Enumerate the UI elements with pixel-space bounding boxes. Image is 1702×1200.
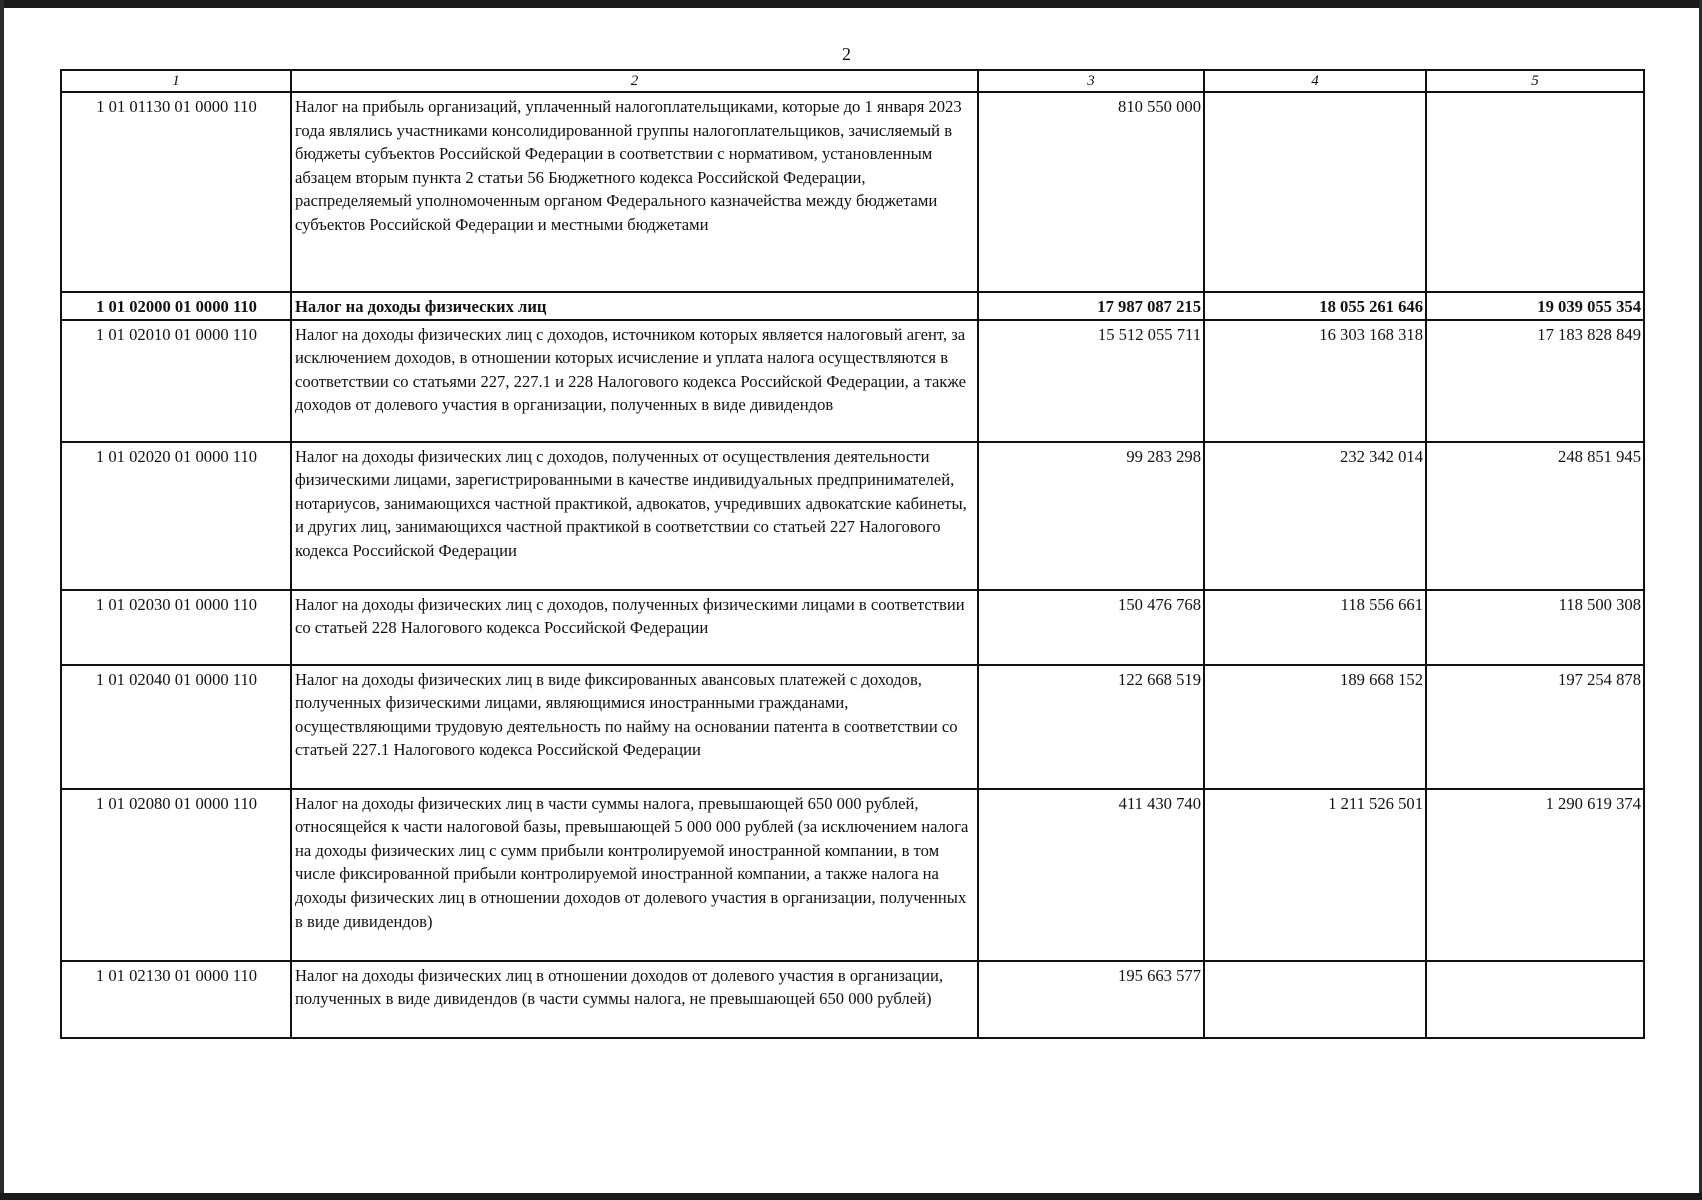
table-row bbox=[61, 961, 1644, 1038]
column-number-1: 1 bbox=[61, 70, 291, 92]
amount-col5: 197 254 878 bbox=[1426, 665, 1644, 789]
column-number-3: 3 bbox=[978, 70, 1204, 92]
amount-col5: 17 183 828 849 bbox=[1426, 320, 1644, 442]
amount-col3: 122 668 519 bbox=[978, 665, 1204, 789]
amount-col5: 1 290 619 374 bbox=[1426, 789, 1644, 961]
page-number: 2 bbox=[842, 44, 851, 64]
amount-col4: 118 556 661 bbox=[1204, 590, 1426, 665]
table-row bbox=[61, 665, 1644, 789]
amount-col4: 1 211 526 501 bbox=[1204, 789, 1426, 961]
amount-col4: 16 303 168 318 bbox=[1204, 320, 1426, 442]
amount-col4: 189 668 152 bbox=[1204, 665, 1426, 789]
revenue-name: Налог на доходы физических лиц bbox=[291, 292, 978, 320]
budget-code: 1 01 02030 01 0000 110 bbox=[61, 590, 291, 665]
amount-col3: 15 512 055 711 bbox=[978, 320, 1204, 442]
amount-col5 bbox=[1426, 961, 1644, 1038]
amount-col5 bbox=[1426, 92, 1644, 292]
budget-code: 1 01 02080 01 0000 110 bbox=[61, 789, 291, 961]
amount-col3: 810 550 000 bbox=[978, 92, 1204, 292]
column-number-row bbox=[61, 70, 1644, 92]
column-number-4: 4 bbox=[1204, 70, 1426, 92]
amount-col5: 248 851 945 bbox=[1426, 442, 1644, 590]
scan-border-left bbox=[0, 0, 4, 1200]
revenue-name: Налог на доходы физических лиц с доходов, полученных от осуществления деятельности физическими лицами, зарегистрированными в качестве индивидуальных предпринимателей, нотариусов, занимающихся частной практикой, адвокатов, учредивших адвокатские кабинеты, и других лиц, занимающихся частной практикой в соответствии со статьей 227 Налогового кодекса Российской Федерации bbox=[291, 442, 978, 590]
budget-code: 1 01 01130 01 0000 110 bbox=[61, 92, 291, 292]
budget-code: 1 01 02020 01 0000 110 bbox=[61, 442, 291, 590]
table-row bbox=[61, 92, 1644, 292]
budget-code: 1 01 02000 01 0000 110 bbox=[61, 292, 291, 320]
amount-col4: 232 342 014 bbox=[1204, 442, 1426, 590]
amount-col3: 195 663 577 bbox=[978, 961, 1204, 1038]
revenue-name: Налог на доходы физических лиц с доходов, полученных физическими лицами в соответствии со статьей 228 Налогового кодекса Российской Федерации bbox=[291, 590, 978, 665]
revenue-name: Налог на доходы физических лиц с доходов, источником которых является налоговый агент, за исключением доходов, в отношении которых исчисление и уплата налога осуществляются в соответствии со статьями 227, 227.1 и 228 Налогового кодекса Российской Федерации, а также доходов от долевого участия в организации, полученных в виде дивидендов bbox=[291, 320, 978, 442]
budget-code: 1 01 02040 01 0000 110 bbox=[61, 665, 291, 789]
budget-code: 1 01 02130 01 0000 110 bbox=[61, 961, 291, 1038]
amount-col5: 118 500 308 bbox=[1426, 590, 1644, 665]
table-row bbox=[61, 590, 1644, 665]
table-row bbox=[61, 442, 1644, 590]
budget-code: 1 01 02010 01 0000 110 bbox=[61, 320, 291, 442]
column-number-5: 5 bbox=[1426, 70, 1644, 92]
amount-col4: 18 055 261 646 bbox=[1204, 292, 1426, 320]
amount-col3: 411 430 740 bbox=[978, 789, 1204, 961]
amount-col3: 99 283 298 bbox=[978, 442, 1204, 590]
table-row bbox=[61, 320, 1644, 442]
amount-col3: 17 987 087 215 bbox=[978, 292, 1204, 320]
amount-col4 bbox=[1204, 961, 1426, 1038]
column-number-2: 2 bbox=[291, 70, 978, 92]
amount-col5: 19 039 055 354 bbox=[1426, 292, 1644, 320]
revenue-name: Налог на доходы физических лиц в отношении доходов от долевого участия в организации, полученных в виде дивидендов (в части суммы налога, не превышающей 650 000 рублей) bbox=[291, 961, 978, 1038]
scan-border-bottom bbox=[0, 1193, 1702, 1200]
amount-col4 bbox=[1204, 92, 1426, 292]
table-row bbox=[61, 789, 1644, 961]
revenue-table bbox=[60, 69, 1645, 1039]
scan-border-top bbox=[0, 0, 1702, 8]
amount-col3: 150 476 768 bbox=[978, 590, 1204, 665]
revenue-name: Налог на доходы физических лиц в части суммы налога, превышающей 650 000 рублей, относящейся к части налоговой базы, превышающей 5 000 000 рублей (за исключением налога на доходы физических лиц с сумм прибыли контролируемой иностранной компании, в том числе фиксированной прибыли контролируемой иностранной компании, а также налога на доходы физических лиц в отношении доходов от долевого участия в организации, полученных в виде дивидендов) bbox=[291, 789, 978, 961]
table-row-total bbox=[61, 292, 1644, 320]
revenue-name: Налог на прибыль организаций, уплаченный налогоплательщиками, которые до 1 января 2023 года являлись участниками консолидированной группы налогоплательщиков, зачисляемый в бюджеты субъектов Российской Федерации в соответствии с нормативом, установленным абзацем вторым пункта 2 статьи 56 Бюджетного кодекса Российской Федерации, распределяемый уполномоченным органом Федерального казначейства между бюджетами субъектов Российской Федерации и местными бюджетами bbox=[291, 92, 978, 292]
revenue-name: Налог на доходы физических лиц в виде фиксированных авансовых платежей с доходов, полученных физическими лицами, являющимися иностранными гражданами, осуществляющими трудовую деятельность по найму на основании патента в соответствии со статьей 227.1 Налогового кодекса Российской Федерации bbox=[291, 665, 978, 789]
